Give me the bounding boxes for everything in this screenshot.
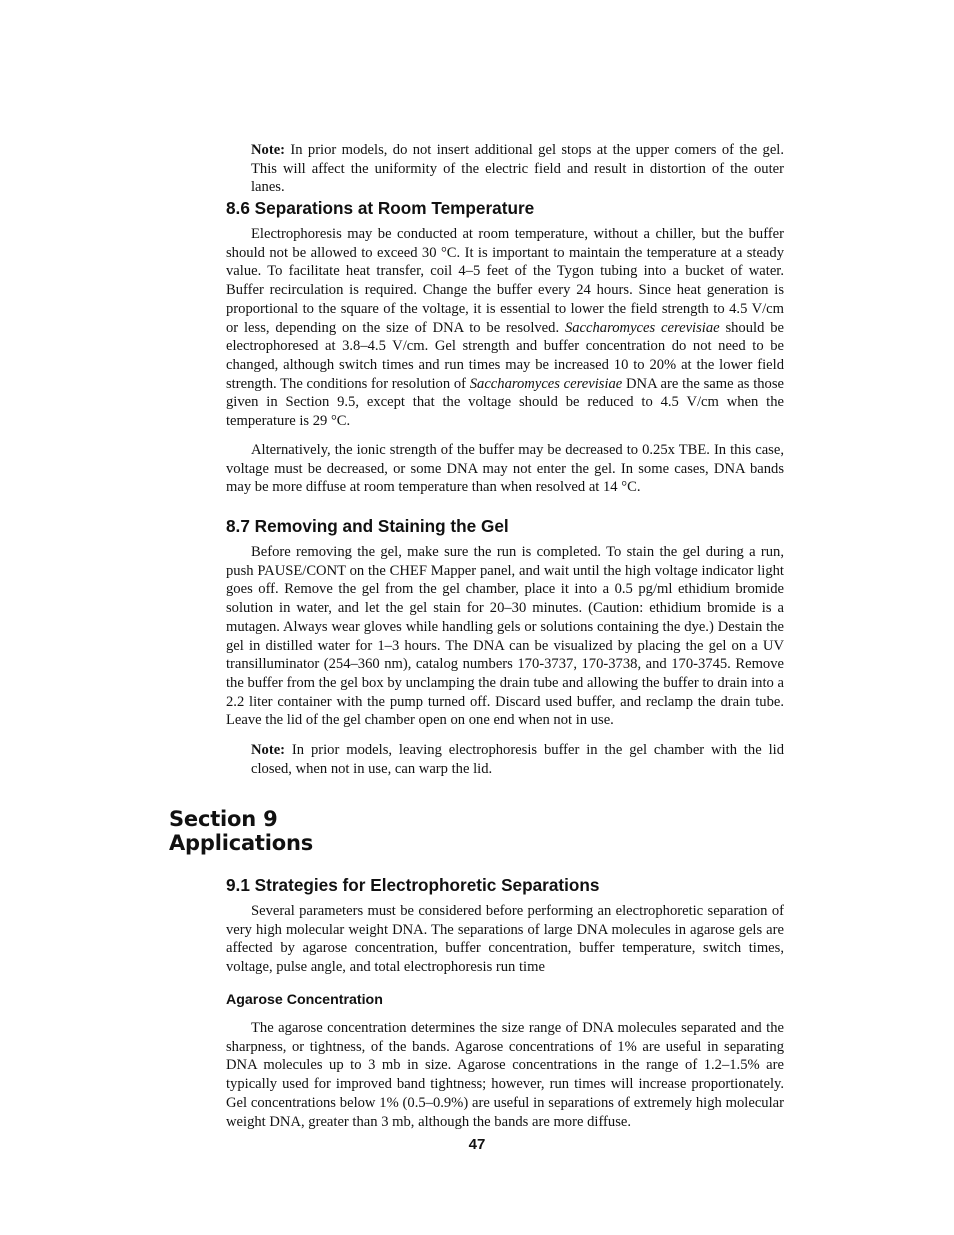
note-lid-warp (251, 741, 784, 778)
heading-9-1: 9.1 Strategies for Electrophoretic Separations (226, 875, 600, 895)
p86-text-c: DNA are the same as those given in Section 9.5, except that the voltage should be reduced to 4.5 V/cm when the temperature is 29 °C. (226, 375, 784, 430)
heading-8-7: 8.7 Removing and Staining the Gel (226, 516, 509, 536)
p86-text-a: Electrophoresis may be conducted at room temperature, without a chiller, but the buffer should not be allowed to exceed 30 °C. It is important to maintain the temperature at a steady value. To facilitate heat transfer, coil 4–5 feet of the Tygon tubing into a bucket of water. Buffer recirculation is required. Change the buffer every 24 hours. Since heat generation is proportional to the square of the voltage, it is essential to lower the field strength to 4.5 V/cm or less, depending on the size of DNA to be resolved. (226, 226, 784, 336)
note-text: In prior models, do not insert additional gel stops at the upper comers of the gel. This will affect the uniformity of the electric field and result in distortion of the outer lanes. (251, 142, 784, 196)
section-title-line-1: Section 9 (169, 807, 278, 831)
subheading-agarose-concentration: Agarose Concentration (226, 992, 383, 1008)
section-9-title (169, 807, 313, 855)
paragraph-9-1-2: The agarose concentration determines the size range of DNA molecules separated and the sharpness, or tightness, of the bands. Agarose concentrations of 1% are useful in separating DNA molecules up to 3 mb in size. Agarose concentrations in the range of 1.2–1.5% are typically used for improved band tightness; however, run times will increase proportionately. Gel concentrations below 1% (0.5–0.9%) are useful in separations of extremely high molecular weight DNA, greater than 3 mb, although the bands are more diffuse. (226, 1020, 784, 1130)
paragraph-8-6-2: Alternatively, the ionic strength of the buffer may be decreased to 0.25x TBE. In this case, voltage must be decreased, or some DNA may not enter the gel. In some cases, DNA bands may be more diffuse at room temperature than when resolved at 14 °C. (226, 442, 784, 496)
p86-italic-species-2: Saccharomyces cerevisiae (469, 375, 623, 392)
paragraph-8-7-1: Before removing the gel, make sure the run is completed. To stain the gel during a run, push PAUSE/CONT on the CHEF Mapper panel, and wait until the high voltage indicator light goes off. Remove the gel from the gel chamber, place it into a 0.5 pg/ml ethidium bromide solution in water, and let the gel stain for 20–30 minutes. (Caution: ethidium bromide is a mutagen. Always wear gloves while handling gels or solutions containing the dye.) Destain the gel in distilled water for 1–3 hours. The DNA can be visualized by placing the gel on a UV transilluminator (254–360 nm), catalog numbers 170-3737, 170-3738, and 170-3745. Remove the buffer from the gel box by unclamping the drain tube and allowing the buffer to drain into a 2.2 liter container with the pump turned off. Discard used buffer, and reclamp the drain tube. Leave the lid of the gel chamber open on one end when not in use. (226, 544, 784, 729)
p86-italic-species-1: Saccharomyces cerevisiae (564, 319, 720, 336)
note-label: Note: (251, 142, 286, 158)
section-title-line-2: Applications (169, 831, 314, 855)
page-number: 47 (468, 1136, 486, 1153)
note-text: In prior models, leaving electrophoresis buffer in the gel chamber with the lid closed, when not in use, can warp the lid. (251, 742, 784, 777)
p86-text-b: should be electrophoresed at 3.8–4.5 V/cm. Gel strength and buffer concentration do not need to be changed, although switch times and run times may be increased 10 to 20% at the lower field strength. The conditions for resolution of (226, 319, 784, 392)
heading-8-6: 8.6 Separations at Room Temperature (226, 198, 535, 218)
note-label: Note: (251, 742, 286, 758)
note-gel-stops (251, 141, 784, 197)
paragraph-8-6-1 (226, 225, 784, 431)
paragraph-9-1-1: Several parameters must be considered before performing an electrophoretic separation of very high molecular weight DNA. The separations of large DNA molecules in agarose gels are affected by agarose concentration, buffer concentration, buffer temperature, switch times, voltage, pulse angle, and total electrophoresis run time (226, 903, 784, 976)
